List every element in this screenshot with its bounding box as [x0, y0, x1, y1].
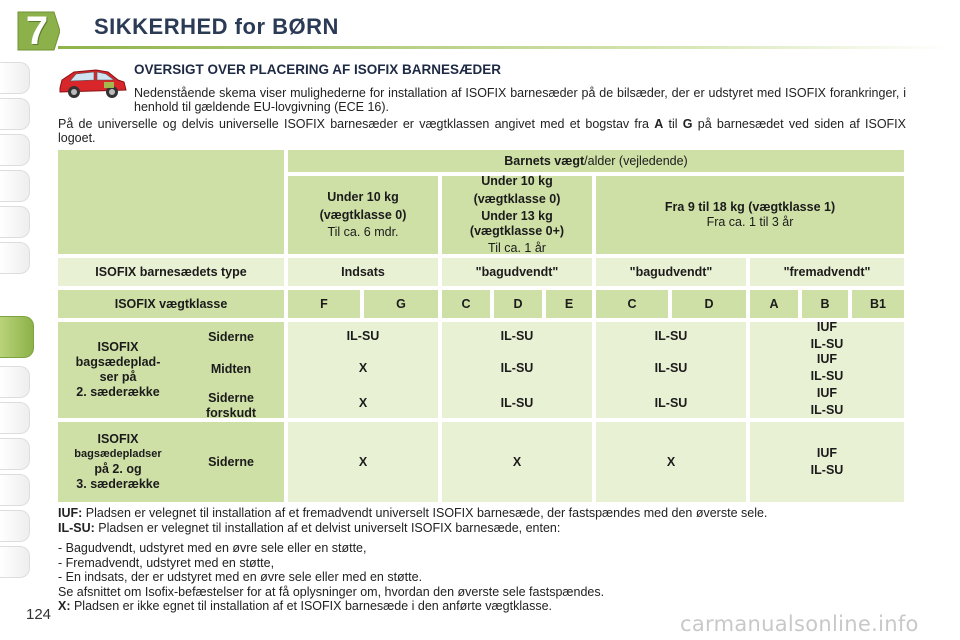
group-header-line: Til ca. 6 mdr. — [327, 225, 399, 239]
row-label-type: ISOFIX barnesædets type — [58, 258, 284, 286]
seat-position: forskudt — [206, 406, 256, 420]
intro2-text: på barnesædet ved siden af ISOFIX logoet. — [58, 117, 906, 145]
table-cell: IL-SU — [654, 395, 688, 410]
legend — [58, 506, 918, 614]
chapter-tab[interactable] — [0, 134, 30, 166]
intro2-letter: A — [654, 117, 664, 131]
chapter-number: 7 — [25, 9, 49, 53]
row-label-second-row — [58, 322, 178, 418]
legend-key: X: — [58, 599, 71, 613]
chapter-tab[interactable] — [0, 206, 30, 238]
group-header-line: (vægtklasse 0) — [319, 208, 407, 222]
chapter-tab[interactable] — [0, 242, 30, 274]
class-cell: F — [288, 290, 360, 318]
legend-text: Pladsen er ikke egnet til installation af et ISOFIX barnesæde i den anførte vægtklasse. — [70, 599, 553, 613]
row-label-line: ISOFIX — [97, 340, 139, 354]
table-cell: IL-SU — [654, 360, 688, 375]
legend-bullet: - En indsats, der er udstyret med en øvre sele eller med en støtte. — [58, 570, 423, 584]
chapter-tab[interactable] — [0, 170, 30, 202]
table-cell: IL-SU — [500, 395, 534, 410]
class-cell: D — [672, 290, 746, 318]
legend-key: IL-SU: — [58, 520, 95, 535]
row-label-line: 3. sæderække — [76, 477, 160, 491]
type-cell: "bagudvendt" — [596, 258, 746, 286]
chapter-tab-active[interactable] — [0, 316, 34, 358]
chapter-badge — [14, 8, 60, 54]
legend-iuf — [58, 506, 918, 521]
table-cell — [750, 386, 904, 418]
cell-line: IL-SU — [810, 369, 844, 383]
row-label-line: 2. sæderække — [76, 385, 160, 399]
group-header-line: Under 10 kg — [327, 190, 399, 204]
table-cell — [750, 422, 904, 502]
cell-line: IUF — [816, 446, 838, 460]
cell-line: IUF — [816, 386, 838, 400]
cell-line: IUF — [816, 352, 838, 366]
legend-text: Pladsen er velegnet til installation af et fremadvendt universelt ISOFIX barnesæde, der fastspændes med den øverste sele. — [82, 506, 768, 520]
table-corner — [58, 150, 284, 254]
page-number: 124 — [26, 606, 52, 623]
chapter-tab[interactable] — [0, 62, 30, 94]
seat-position: Midten — [210, 362, 252, 376]
class-cell: B — [802, 290, 848, 318]
chapter-tab[interactable] — [0, 510, 30, 542]
row-label-line: på 2. og — [94, 462, 142, 476]
chapter-tab[interactable] — [0, 366, 30, 398]
class-cell: C — [596, 290, 668, 318]
chapter-tab[interactable] — [0, 98, 30, 130]
legend-see-text: Se afsnittet om Isofix-befæstelser for at få oplysninger om, hvordan den øverste sele fastspændes. — [58, 584, 605, 599]
chapter-tab[interactable] — [0, 402, 30, 434]
group-header — [596, 176, 904, 254]
row-label-line: bagsædeplad- — [75, 355, 161, 369]
legend-bullet: - Bagudvendt, udstyret med en øvre sele eller en støtte, — [58, 541, 367, 555]
group-header-line: Til ca. 1 år — [488, 241, 546, 255]
type-cell: Indsats — [288, 258, 438, 286]
weight-header-rest: /alder (vejledende) — [584, 153, 688, 168]
section-title: OVERSIGT OVER PLACERING AF ISOFIX BARNESÆDER — [134, 62, 502, 77]
type-cell: "fremadvendt" — [750, 258, 904, 286]
group-header-line: Under 10 kg — [481, 174, 553, 188]
table-cell: IL-SU — [346, 328, 380, 343]
chapter-tab[interactable] — [0, 546, 30, 578]
chapter-tabs — [0, 62, 34, 582]
row-label-third-row — [58, 422, 178, 502]
group-header — [442, 176, 592, 254]
intro2-text: til — [663, 117, 683, 131]
row-label-class: ISOFIX vægtklasse — [58, 290, 284, 318]
class-cell: D — [494, 290, 542, 318]
intro-paragraph: Nedenstående skema viser mulighederne for installation af ISOFIX barnesæder på de bilsæder, der er udstyret med ISOFIX forankringer, i henhold til gældende EU-lovgivning (ECE 16). — [134, 86, 906, 114]
class-cell: E — [546, 290, 592, 318]
weight-header-bold: Barnets vægt — [504, 153, 585, 168]
seat-position: Siderne — [208, 391, 254, 405]
car-icon — [56, 64, 128, 100]
weight-header — [288, 150, 904, 172]
seat-position: Siderne — [178, 422, 284, 502]
class-cell: B1 — [852, 290, 904, 318]
group-header-line: Under 13 kg — [481, 209, 553, 223]
table-cell: X — [358, 395, 368, 410]
header-title: SIKKERHED for BØRN — [94, 14, 339, 39]
chapter-tab[interactable] — [0, 474, 30, 506]
row-label-line: ISOFIX — [97, 432, 139, 446]
group-header-line: Fra 9 til 18 kg (vægtklasse 1) — [664, 200, 836, 214]
table-cell: IL-SU — [654, 328, 688, 343]
legend-key: IUF: — [58, 506, 83, 520]
intro-paragraph-2 — [58, 117, 906, 145]
table-cell: X — [288, 422, 438, 502]
header-divider — [58, 46, 950, 49]
legend-ilsu — [58, 521, 918, 536]
cell-line: IL-SU — [810, 403, 844, 417]
table-cell: IL-SU — [500, 328, 534, 343]
row-label-line: ser på — [99, 370, 137, 384]
type-cell: "bagudvendt" — [442, 258, 592, 286]
group-header — [288, 176, 438, 254]
seat-position-column — [178, 322, 284, 418]
table-cell: X — [442, 422, 592, 502]
table-cell — [750, 352, 904, 384]
table-cell: X — [358, 360, 368, 375]
intro2-text: På de universelle og delvis universelle ISOFIX barnesæder er vægtklassen angivet med et bogstav fra — [58, 117, 655, 131]
table-cell: X — [596, 422, 746, 502]
table-cell — [750, 320, 904, 352]
cell-line: IUF — [816, 320, 838, 334]
cell-line: IL-SU — [810, 337, 844, 351]
class-cell: C — [442, 290, 490, 318]
legend-text: Pladsen er velegnet til installation af et delvist universelt ISOFIX barnesæde, enten: — [94, 520, 561, 535]
group-header-line: (vægtklasse 0) — [473, 192, 561, 206]
group-header-line: Fra ca. 1 til 3 år — [706, 215, 794, 229]
watermark: carmanualsonline.info — [680, 612, 919, 636]
legend-bullet: - Fremadvendt, udstyret med en støtte, — [58, 555, 275, 570]
table-cell: IL-SU — [500, 360, 534, 375]
class-cell: G — [364, 290, 438, 318]
cell-line: IL-SU — [810, 463, 844, 477]
seat-position: Siderne — [208, 330, 254, 344]
class-cell: A — [750, 290, 798, 318]
group-header-line: (vægtklasse 0+) — [469, 224, 565, 238]
intro2-letter: G — [682, 117, 693, 131]
chapter-tab[interactable] — [0, 438, 30, 470]
row-label-line: bagsædepladser — [74, 448, 162, 460]
